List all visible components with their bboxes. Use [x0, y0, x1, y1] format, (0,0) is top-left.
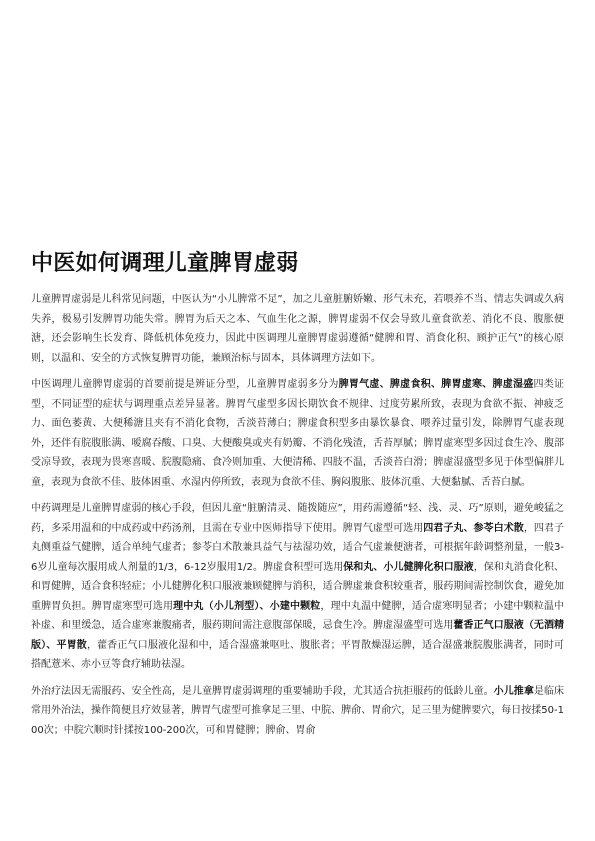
- bold-term: 保和丸、小儿健脾化积口服液: [343, 561, 474, 573]
- bold-term: 脾胃气虚、脾虚食积、脾胃虚寒、脾虚湿盛: [338, 379, 534, 390]
- page-title: 中医如何调理儿童脾胃虚弱: [31, 251, 299, 276]
- text-run: 外治疗法因无需服药、安全性高，是儿童脾胃虚弱调理的重要辅助手段，尤其适合抗拒服药的低龄儿童。: [31, 685, 494, 697]
- bold-term: 小儿推拿: [493, 685, 534, 697]
- bold-term: 理中丸（小儿剂型）、小建中颗粒: [173, 600, 321, 612]
- text-run: 中医调理儿童脾胃虚弱的首要前提是辨证分型，儿童脾胃虚弱多分为: [31, 379, 339, 390]
- paragraph-3: [31, 499, 564, 675]
- text-run: 是临床常用外治法，操作简便且疗效显著，脾胃气虚型可推拿足三里、中脘、脾俞、胃俞穴，足三里为健脾要穴，每日按揉50-100次；中脘穴顺时针揉按100-200次，可和胃健脾；脾俞、胃俞: [31, 685, 565, 736]
- bold-term: 四君子丸、参苓白术散: [423, 522, 524, 534]
- paragraph-1: [31, 290, 564, 368]
- text-run: 四类证型，不同证型的症状与调理重点差异显著。脾胃气虚型多因长期饮食不规律、过度劳累所致，表现为食欲不振、神疲乏力、面色萎黄、大便稀溏且夹有不消化食物，舌淡苔薄白；脾虚食积型多由暴饮暴食、喂养过量引发，除脾胃气虚表现外，还伴有脘腹胀满、嗳腐吞酸、口臭、大便酸臭或夹有奶瓣、不消化残渣，舌苔厚腻；脾胃虚寒型多因过食生冷、腹部受凉导致，表现为畏寒喜暖、脘腹隐痛、食冷则加重、大便清稀、四肢不温，舌淡苔白滑；脾虚湿盛型多见于体型偏胖儿童，表现为食欲不佳、肢体困重、水湿内停所致，表现为食欲不佳、胸闷腹胀、肢体沉重、大便黏腻、舌苔白腻。: [31, 379, 565, 488]
- text-run: ，四君子丸侧重益气健脾，适合单纯气虚者；参苓白术散兼具益气与祛湿功效，适合气虚兼便溏者，可根据年龄调整剂量，一般3-6岁儿童每次服用成人剂量的1/3，6-12岁服用1/2。脾虚食积型可选用: [31, 522, 565, 573]
- paragraph-4: [31, 682, 564, 741]
- text-run: ，藿香正气口服液化湿和中，适合湿盛兼呕吐、腹胀者；平胃散燥湿运脾，适合湿盛兼脘腹胀满者，同时可搭配薏米、赤小豆等食疗辅助祛湿。: [31, 639, 565, 670]
- paragraph-2: [31, 375, 564, 492]
- text-run: ，保和丸消食化积、和胃健脾，适合食积轻症；小儿健脾化积口服液兼顾健脾与消积，适合脾虚兼食积较重者，服药期间需控制饮食，避免加重脾胃负担。脾胃虚寒型可选用: [31, 561, 565, 612]
- text-run: ，理中丸温中健脾，适合虚寒明显者；小建中颗粒温中补虚、和里缓急，适合虚寒兼腹痛者，服药期间需注意腹部保暖，忌食生冷。脾虚湿盛型可选用: [31, 600, 565, 631]
- bold-term: 藿香正气口服液（无酒精版）、平胃散: [31, 620, 564, 651]
- text-run: 中药调理是儿童脾胃虚弱的核心手段，但因儿童“脏腑清灵、随拨随应”，用药需遵循“轻、浅、灵、巧”原则，避免峻猛之药，多采用温和的中成药或中药汤剂，且需在专业中医师指导下使用。脾胃气虚型可选用: [31, 503, 564, 534]
- text-run: 儿童脾胃虚弱是儿科常见问题，中医认为“小儿脾常不足”，加之儿童脏腑娇嫩、形气未充，若喂养不当、情志失调或久病失养，极易引发脾胃功能失常。脾胃为后天之本、气血生化之源，脾胃虚弱不仅会导致儿童食欲差、消化不良、腹胀便溏，还会影响生长发育、降低机体免疫力，因此中医调理儿童脾胃虚弱遵循“健脾和胃、消食化积、顾护正气”的核心原则，以温和、安全的方式恢复脾胃功能，兼顾治标与固本，具体调理方法如下。: [31, 294, 564, 364]
- article-body: [31, 290, 564, 747]
